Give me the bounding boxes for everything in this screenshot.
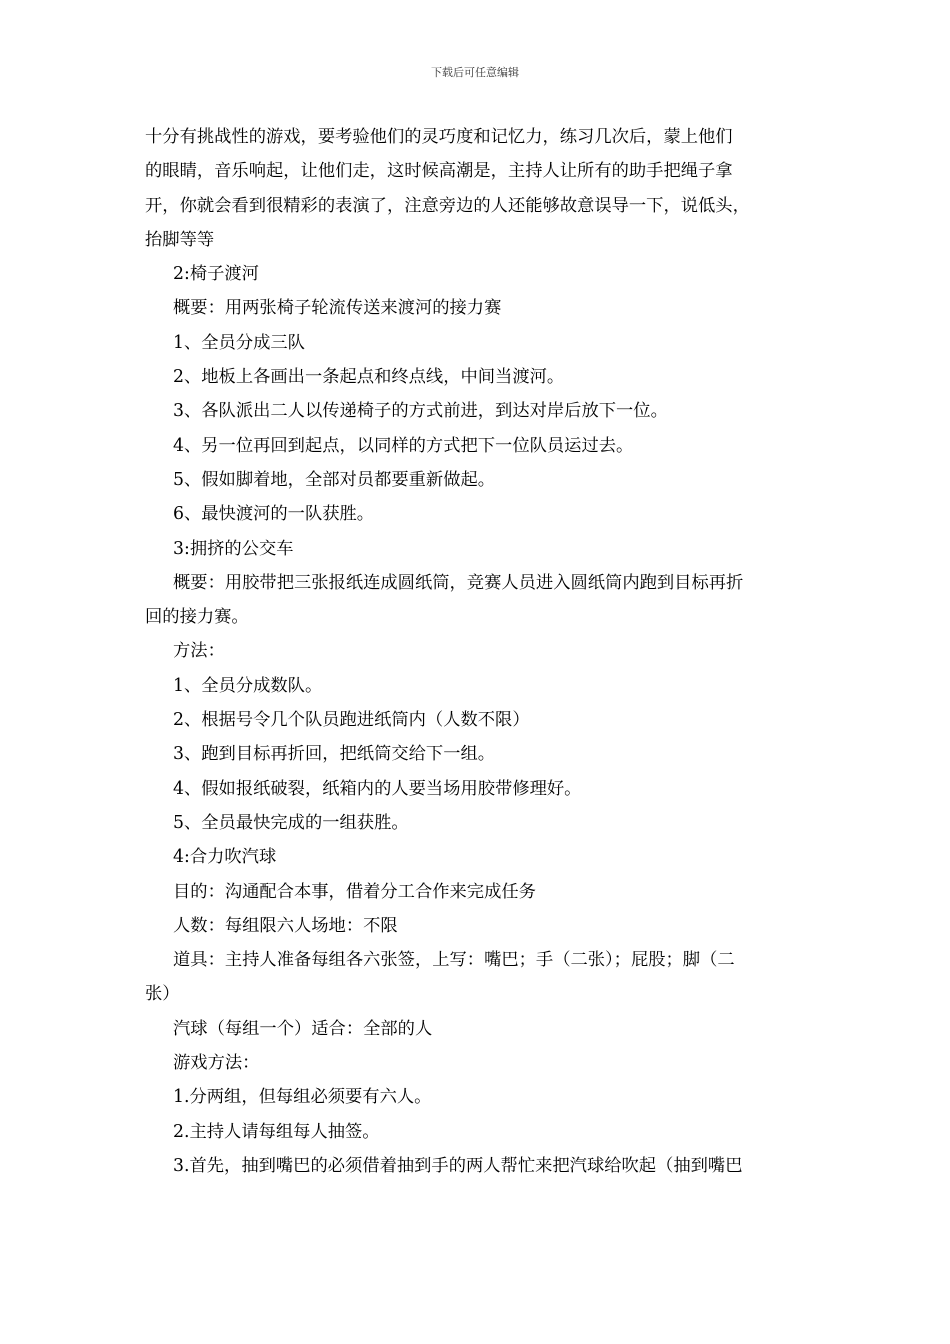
- list-item: 4、假如报纸破裂，纸箱内的人要当场用胶带修理好。: [173, 778, 582, 799]
- body-line: 目的：沟通配合本事，借着分工合作来完成任务: [173, 881, 536, 902]
- body-line: 人数：每组限六人场地：不限: [173, 915, 398, 936]
- list-item: 6、最快渡河的一队获胜。: [173, 504, 375, 525]
- body-line: 回的接力赛。: [145, 607, 249, 628]
- body-line: 抬脚等等: [145, 229, 215, 250]
- body-line: 十分有挑战性的游戏，要考验他们的灵巧度和记忆力，练习几次后，蒙上他们: [145, 127, 733, 147]
- list-item: 2、根据号令几个队员跑进纸筒内（人数不限）: [173, 710, 530, 731]
- body-line: 张）: [145, 984, 180, 1005]
- list-item: 3、各队派出二人以传递椅子的方式前进，到达对岸后放下一位。: [173, 401, 668, 422]
- list-item: 3.首先，抽到嘴巴的必须借着抽到手的两人帮忙来把汽球给吹起（抽到嘴巴: [173, 1155, 743, 1176]
- list-item: 1.分两组，但每组必须要有六人。: [173, 1087, 432, 1108]
- list-item: 2.主持人请每组每人抽签。: [173, 1121, 380, 1142]
- body-line: 开，你就会看到很精彩的表演了，注意旁边的人还能够故意误导一下，说低头，: [145, 195, 750, 216]
- section-heading: 4:合力吹汽球: [173, 847, 277, 868]
- body-line: 汽球（每组一个）适合：全部的人: [173, 1018, 433, 1039]
- list-item: 1、全员分成三队: [173, 332, 305, 353]
- list-item: 2、地板上各画出一条起点和终点线，中间当渡河。: [173, 367, 565, 388]
- body-line: 的眼睛，音乐响起，让他们走，这时候高潮是，主持人让所有的助手把绳子拿: [145, 161, 733, 182]
- page-header-note: 下载后可任意编辑: [431, 66, 519, 79]
- body-line: 方法：: [173, 641, 225, 662]
- body-line: 概要：用两张椅子轮流传送来渡河的接力赛: [173, 298, 502, 319]
- section-heading: 3:拥挤的公交车: [173, 538, 294, 559]
- body-line: 道具：主持人准备每组各六张签，上写：嘴巴；手（二张）；屁股；脚（二: [173, 950, 735, 971]
- list-item: 1、全员分成数队。: [173, 675, 323, 696]
- list-item: 4、另一位再回到起点，以同样的方式把下一位队员运过去。: [173, 435, 634, 456]
- body-line: 游戏方法：: [173, 1053, 260, 1074]
- list-item: 5、全员最快完成的一组获胜。: [173, 812, 409, 833]
- section-heading: 2:椅子渡河: [173, 264, 259, 285]
- list-item: 3、跑到目标再折回，把纸筒交给下一组。: [173, 744, 496, 765]
- body-line: 概要：用胶带把三张报纸连成圆纸筒，竞赛人员进入圆纸筒内跑到目标再折: [173, 572, 744, 593]
- document-body: [145, 120, 823, 1183]
- list-item: 5、假如脚着地，全部对员都要重新做起。: [173, 469, 496, 490]
